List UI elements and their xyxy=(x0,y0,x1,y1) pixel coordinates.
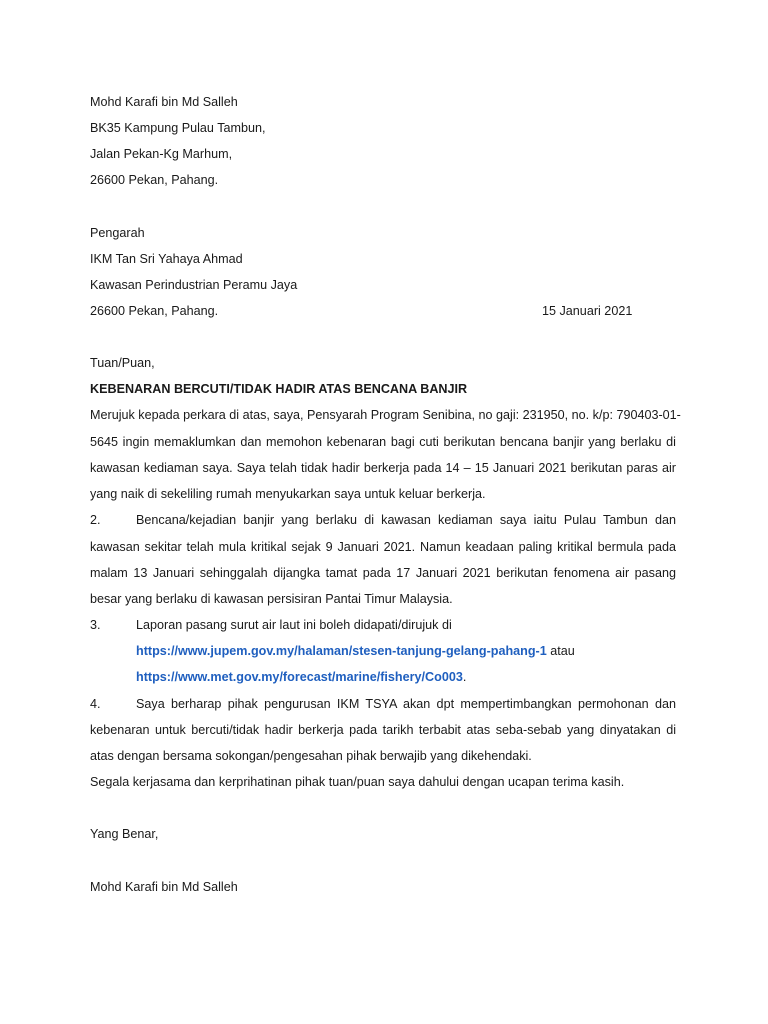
salutation: Tuan/Puan, xyxy=(90,356,155,370)
para4-number: 4. xyxy=(90,697,101,711)
recipient-title: Pengarah xyxy=(90,226,145,240)
sender-address-line-2: Jalan Pekan-Kg Marhum, xyxy=(90,147,233,161)
para4-line-3: atas dengan bersama sokongan/pengesahan pihak berwajib yang dikehendaki. xyxy=(90,749,532,763)
met-forecast-link[interactable]: https://www.met.gov.my/forecast/marine/fishery/Co003 xyxy=(136,670,463,684)
para2-first-line: Bencana/kejadian banjir yang berlaku di kawasan kediaman saya iaitu Pulau Tambun dan xyxy=(136,513,676,527)
recipient-address-line-1: Kawasan Perindustrian Peramu Jaya xyxy=(90,278,298,292)
recipient-org: IKM Tan Sri Yahaya Ahmad xyxy=(90,252,243,266)
sender-address-line-3: 26600 Pekan, Pahang. xyxy=(90,173,219,187)
sender-name: Mohd Karafi bin Md Salleh xyxy=(90,95,238,109)
para3-link2-suffix: . xyxy=(462,670,467,684)
closing-line: Segala kerjasama dan kerprihatinan pihak tuan/puan saya dahului dengan ucapan terima kasih. xyxy=(90,775,625,789)
para3-number: 3. xyxy=(90,618,101,632)
para1-line-4: yang naik di sekeliling rumah menyukarkan saya untuk keluar berkerja. xyxy=(90,487,486,501)
para1-line-1: Merujuk kepada perkara di atas, saya, Pensyarah Program Senibina, no gaji: 231950, no. k/p: 790403-01- xyxy=(90,408,681,422)
para1-line-2: 5645 ingin memaklumkan dan memohon kebenaran bagi cuti berikutan bencana banjir yang berlaku di xyxy=(90,435,676,449)
letter-date: 15 Januari 2021 xyxy=(542,304,633,318)
para2-line-4: besar yang berlaku di kawasan persisiran Pantai Timur Malaysia. xyxy=(90,592,453,606)
para2-line-3: malam 13 Januari sehinggalah dijangka tamat pada 17 Januari 2021 berikutan fenomena air pasang xyxy=(90,566,676,580)
para1-line-3: kawasan kediaman saya. Saya telah tidak hadir berkerja pada 14 – 15 Januari 2021 berikutan paras air xyxy=(90,461,676,475)
para3-intro: Laporan pasang surut air laut ini boleh didapati/dirujuk di xyxy=(136,618,452,632)
para3-link-line-1 xyxy=(136,643,575,659)
para3-link-line-2 xyxy=(136,669,466,685)
para4-first-line: Saya berharap pihak pengurusan IKM TSYA akan dpt mempertimbangkan permohonan dan xyxy=(136,697,676,711)
recipient-address-line-2: 26600 Pekan, Pahang. xyxy=(90,304,219,318)
sender-address-line-1: BK35 Kampung Pulau Tambun, xyxy=(90,121,266,135)
para4-line-2: kebenaran untuk bercuti/tidak hadir berkerja pada tarikh terbabit atas seba-sebab yang dinyatakan di xyxy=(90,723,676,737)
signoff: Yang Benar, xyxy=(90,827,159,841)
letter-subject: KEBENARAN BERCUTI/TIDAK HADIR ATAS BENCANA BANJIR xyxy=(90,382,468,396)
signature-name: Mohd Karafi bin Md Salleh xyxy=(90,880,238,894)
jupem-tide-link[interactable]: https://www.jupem.gov.my/halaman/stesen-tanjung-gelang-pahang-1 xyxy=(136,644,547,658)
para2-number: 2. xyxy=(90,513,101,527)
para2-line-2: kawasan sekitar telah mula kritikal sejak 9 Januari 2021. Namun keadaan paling kritikal bermula pada xyxy=(90,540,676,554)
para3-link1-suffix: atau xyxy=(546,644,575,658)
